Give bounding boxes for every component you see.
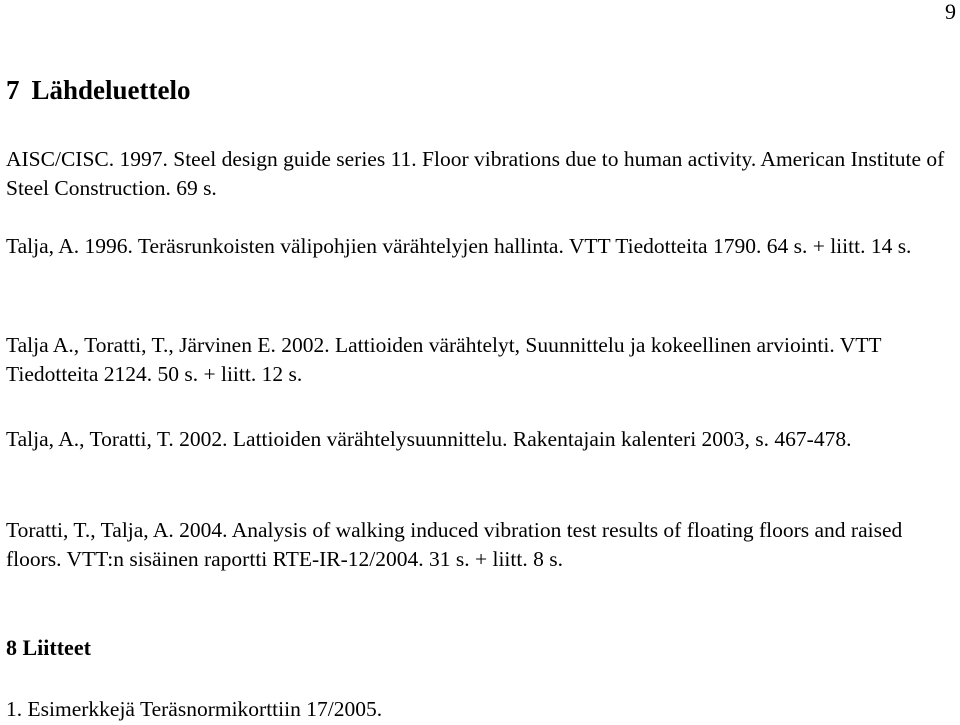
reference-entry: Toratti, T., Talja, A. 2004. Analysis of walking induced vibration test results of floating floors and raised floors. VTT:n sisäinen raportti RTE-IR-12/2004. 31 s. + liitt. 8 s. [6, 518, 903, 571]
appendix-heading: 8 Liitteet [6, 635, 91, 660]
reference-entry: AISC/CISC. 1997. Steel design guide series 11. Floor vibrations due to human activity. American Institute of Steel Construction. 69 s. [6, 147, 945, 200]
references-heading-number: 7 [6, 75, 20, 105]
reference-entry: Talja A., Toratti, T., Järvinen E. 2002. Lattioiden värähtelyt, Suunnittelu ja kokeellinen arviointi. VTT Tiedotteita 2124. 50 s. + liitt. 12 s. [6, 333, 882, 386]
references-heading-title: Lähdeluettelo [31, 75, 191, 105]
appendix-item: 1. Esimerkkejä Teräsnormikorttiin 17/2005. [6, 697, 383, 721]
page-number: 9 [945, 0, 956, 24]
reference-entry: Talja, A., Toratti, T. 2002. Lattioiden värähtelysuunnittelu. Rakentajain kalenteri 2003, s. 467-478. [6, 427, 852, 451]
reference-entry: Talja, A. 1996. Teräsrunkoisten välipohjien värähtelyjen hallinta. VTT Tiedotteita 1790. 64 s. + liitt. 14 s. [6, 234, 912, 258]
references-heading [6, 74, 191, 106]
